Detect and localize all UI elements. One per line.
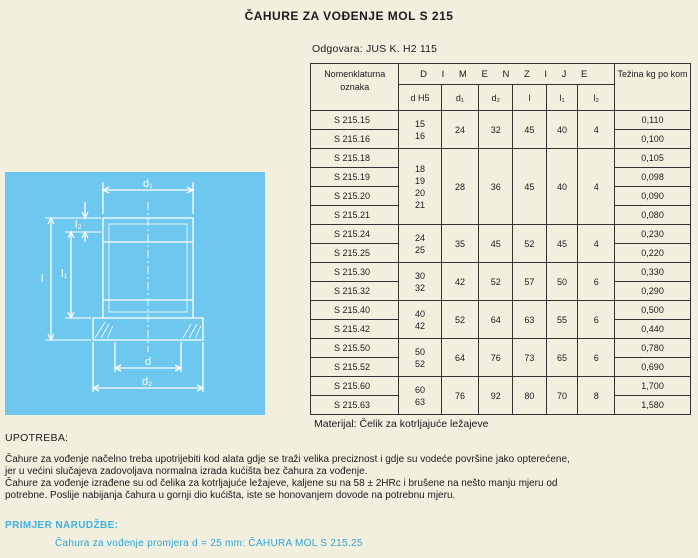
nomenclature-cell: S 215.32 bbox=[311, 282, 399, 301]
dim-header: D I M E N Z I J E bbox=[399, 64, 615, 85]
weight-cell: 0,080 bbox=[615, 206, 691, 225]
table-row bbox=[311, 339, 691, 358]
weight-header: Težina kg po kom bbox=[615, 64, 691, 111]
d-value: 60 bbox=[414, 384, 425, 395]
col-l2-header: l₂ bbox=[578, 85, 615, 111]
l-value-cell: 80 bbox=[513, 377, 547, 415]
l-value-cell: 63 bbox=[513, 301, 547, 339]
weight-cell: 0,100 bbox=[615, 130, 691, 149]
nomenclature-cell: S 215.60 bbox=[311, 377, 399, 396]
weight-cell: 0,780 bbox=[615, 339, 691, 358]
weight-cell: 0,090 bbox=[615, 187, 691, 206]
nomenclature-cell: S 215.25 bbox=[311, 244, 399, 263]
nomenclature-cell: S 215.63 bbox=[311, 396, 399, 415]
weight-cell: 0,440 bbox=[615, 320, 691, 339]
d-value: 50 bbox=[414, 346, 425, 357]
l-value-cell: 73 bbox=[513, 339, 547, 377]
d-value: 24 bbox=[414, 232, 425, 243]
usage-paragraph-2: Čahure za vođenje izrađene su od čelika za kotrljajuće ležajeve, kaljene su na 58 ± 2HRc i brušene na nešto manju mjeru od potrebne. Poslije nabijanja čahura u gornji dio kućišta, iste se honovanjem dovode na potrebnu mjeru. bbox=[5, 478, 558, 502]
d-values-cell bbox=[399, 339, 441, 377]
d1-value-cell: 76 bbox=[441, 377, 479, 415]
l1-value-cell: 50 bbox=[546, 263, 578, 301]
table-row bbox=[311, 225, 691, 244]
d-value: 32 bbox=[414, 282, 425, 293]
col-d-header: d H5 bbox=[399, 85, 441, 111]
table-row bbox=[311, 301, 691, 320]
l2-value-cell: 6 bbox=[578, 263, 615, 301]
l-value-cell: 45 bbox=[513, 111, 547, 149]
l2-value-cell: 6 bbox=[578, 301, 615, 339]
table-row bbox=[311, 149, 691, 168]
l-value-cell: 52 bbox=[513, 225, 547, 263]
label-d1: d₁ bbox=[143, 178, 153, 190]
l1-value-cell: 70 bbox=[546, 377, 578, 415]
d1-value-cell: 64 bbox=[441, 339, 479, 377]
l1-value-cell: 40 bbox=[546, 149, 578, 225]
d-value: 42 bbox=[414, 320, 425, 331]
nomenclature-cell: S 215.21 bbox=[311, 206, 399, 225]
order-example: Čahura za vođenje promjera d = 25 mm: ČAHURA MOL S 215.25 bbox=[55, 538, 363, 549]
l1-value-cell: 65 bbox=[546, 339, 578, 377]
nomenclature-cell: S 215.52 bbox=[311, 358, 399, 377]
d-value: 52 bbox=[414, 358, 425, 369]
d2-value-cell: 45 bbox=[479, 225, 513, 263]
d2-value-cell: 36 bbox=[479, 149, 513, 225]
l2-value-cell: 4 bbox=[578, 149, 615, 225]
usage-paragraph-1: Čahure za vođenje načelno treba upotrijebiti kod alata gdje se traži velika preciznost i gdje su vodeće površine jako opterećene, jer u većini slučajeva zadovoljava normalna izrada kućišta bez čahura za vođenje. bbox=[5, 454, 570, 478]
d2-value-cell: 92 bbox=[479, 377, 513, 415]
table-row bbox=[311, 111, 691, 130]
bushing-drawing-panel bbox=[5, 172, 265, 415]
d2-value-cell: 52 bbox=[479, 263, 513, 301]
nomenclature-cell: S 215.40 bbox=[311, 301, 399, 320]
d-value: 15 bbox=[414, 118, 425, 129]
d2-value-cell: 76 bbox=[479, 339, 513, 377]
d-value: 18 bbox=[414, 163, 425, 174]
weight-cell: 0,690 bbox=[615, 358, 691, 377]
nomenclature-cell: S 215.30 bbox=[311, 263, 399, 282]
l1-value-cell: 40 bbox=[546, 111, 578, 149]
table-row bbox=[311, 263, 691, 282]
nomenclature-cell: S 215.24 bbox=[311, 225, 399, 244]
label-l2: l₂ bbox=[75, 219, 82, 231]
label-l1: l₁ bbox=[61, 268, 68, 280]
weight-cell: 0,290 bbox=[615, 282, 691, 301]
d-value: 19 bbox=[414, 175, 425, 186]
d1-value-cell: 28 bbox=[441, 149, 479, 225]
nomenclature-cell: S 215.18 bbox=[311, 149, 399, 168]
weight-cell: 0,105 bbox=[615, 149, 691, 168]
d-value: 40 bbox=[414, 308, 425, 319]
d-value: 20 bbox=[414, 187, 425, 198]
label-d2: d₂ bbox=[142, 376, 153, 388]
d-value: 16 bbox=[414, 130, 425, 141]
label-l: l bbox=[41, 273, 44, 285]
col-d2-header: d₂ bbox=[479, 85, 513, 111]
weight-cell: 0,098 bbox=[615, 168, 691, 187]
nom-header: Nomenklaturna oznaka bbox=[311, 64, 399, 111]
l2-value-cell: 6 bbox=[578, 339, 615, 377]
d-value: 30 bbox=[414, 270, 425, 281]
l-value-cell: 45 bbox=[513, 149, 547, 225]
bushing-cross-section-drawing bbox=[5, 172, 265, 415]
weight-cell: 0,230 bbox=[615, 225, 691, 244]
l2-value-cell: 8 bbox=[578, 377, 615, 415]
col-l-header: l bbox=[513, 85, 547, 111]
weight-cell: 0,500 bbox=[615, 301, 691, 320]
d2-value-cell: 32 bbox=[479, 111, 513, 149]
d1-value-cell: 35 bbox=[441, 225, 479, 263]
nomenclature-cell: S 215.15 bbox=[311, 111, 399, 130]
order-heading: PRIMJER NARUDŽBE: bbox=[5, 520, 119, 531]
weight-cell: 0,330 bbox=[615, 263, 691, 282]
nomenclature-cell: S 215.19 bbox=[311, 168, 399, 187]
weight-cell: 1,700 bbox=[615, 377, 691, 396]
col-d1-header: d₁ bbox=[441, 85, 479, 111]
standard-reference: Odgovara: JUS K. H2 115 bbox=[312, 43, 438, 55]
label-d: d bbox=[145, 356, 152, 368]
d-values-cell bbox=[399, 149, 441, 225]
d-values-cell bbox=[399, 377, 441, 415]
d2-value-cell: 64 bbox=[479, 301, 513, 339]
l-value-cell: 57 bbox=[513, 263, 547, 301]
weight-cell: 0,220 bbox=[615, 244, 691, 263]
l2-value-cell: 4 bbox=[578, 225, 615, 263]
nomenclature-cell: S 215.20 bbox=[311, 187, 399, 206]
col-l1-header: l₁ bbox=[546, 85, 578, 111]
d-values-cell bbox=[399, 263, 441, 301]
nomenclature-cell: S 215.16 bbox=[311, 130, 399, 149]
d-values-cell bbox=[399, 111, 441, 149]
nomenclature-cell: S 215.42 bbox=[311, 320, 399, 339]
d-value: 25 bbox=[414, 244, 425, 255]
page-title: ČAHURE ZA VOĐENJE MOL S 215 bbox=[244, 9, 454, 23]
l2-value-cell: 4 bbox=[578, 111, 615, 149]
l1-value-cell: 45 bbox=[546, 225, 578, 263]
d1-value-cell: 24 bbox=[441, 111, 479, 149]
dimensions-table bbox=[310, 63, 691, 415]
nomenclature-cell: S 215.50 bbox=[311, 339, 399, 358]
weight-cell: 0,110 bbox=[615, 111, 691, 130]
d-values-cell bbox=[399, 301, 441, 339]
d1-value-cell: 42 bbox=[441, 263, 479, 301]
d-values-cell bbox=[399, 225, 441, 263]
table-row bbox=[311, 377, 691, 396]
d-value: 63 bbox=[414, 396, 425, 407]
d1-value-cell: 52 bbox=[441, 301, 479, 339]
d-value: 21 bbox=[414, 199, 425, 210]
weight-cell: 1,580 bbox=[615, 396, 691, 415]
usage-heading: UPOTREBA: bbox=[5, 432, 69, 444]
material-note: Materijal: Čelik za kotrljajuće ležajeve bbox=[314, 418, 489, 430]
l1-value-cell: 55 bbox=[546, 301, 578, 339]
